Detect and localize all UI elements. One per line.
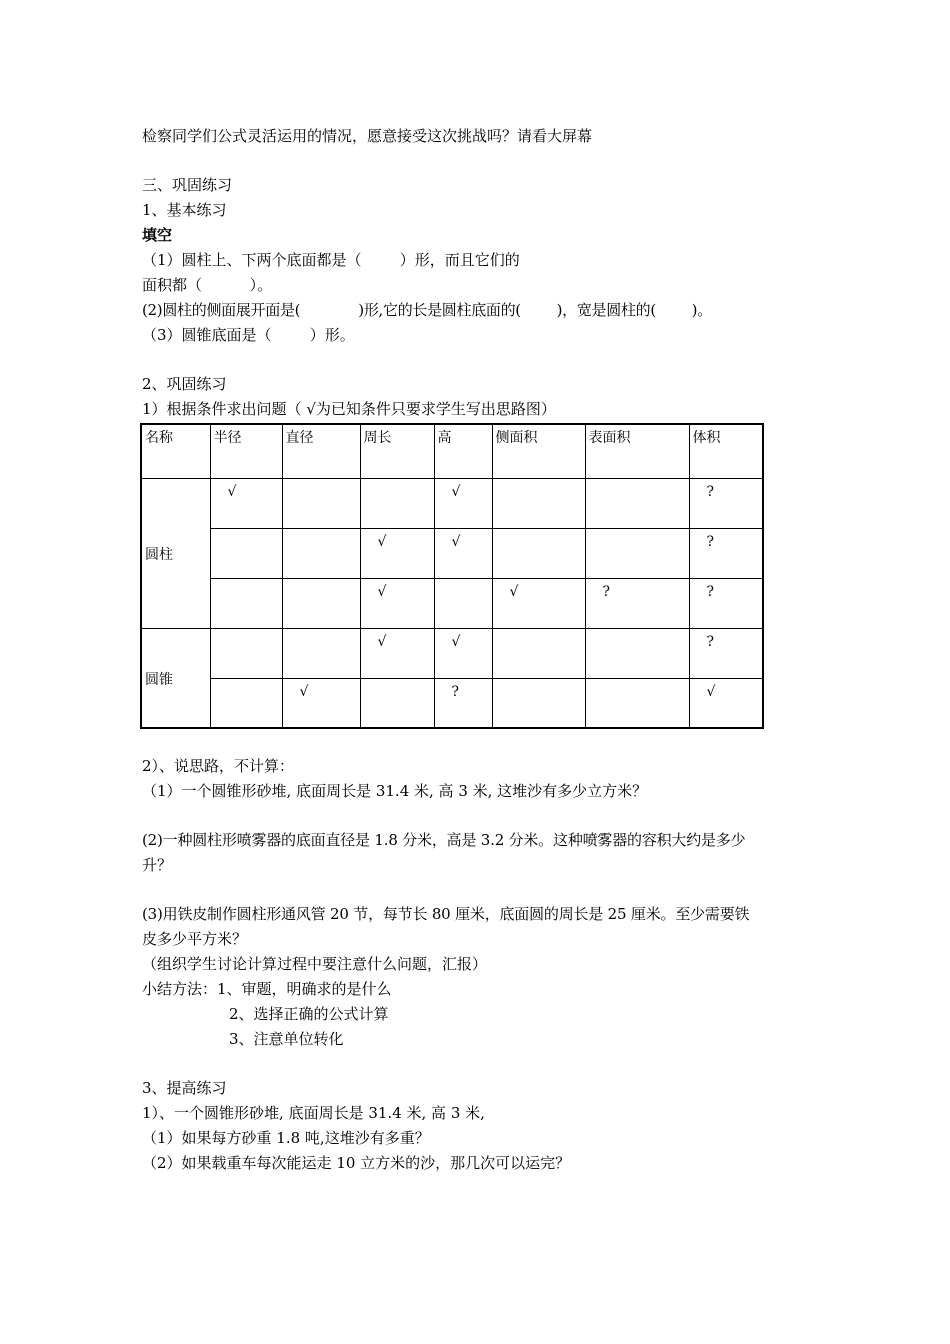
- header-cell: 侧面积: [492, 424, 585, 478]
- advanced-q2: （2）如果载重车每次能运走 10 立方米的沙，那几次可以运完？: [142, 1154, 571, 1172]
- table-cell: ?: [689, 578, 763, 628]
- table-cell: [210, 678, 282, 728]
- table-cell: [434, 578, 492, 628]
- table-row: [141, 578, 763, 628]
- fill-blank-title: 填空: [142, 226, 173, 244]
- header-cell: 周长: [360, 424, 434, 478]
- fill-q3: （3）圆锥底面是（ ）形。: [142, 326, 355, 344]
- header-cell: 表面积: [585, 424, 689, 478]
- header-cell: 高: [434, 424, 492, 478]
- table-cell: √: [360, 578, 434, 628]
- table-cell: √: [210, 478, 282, 528]
- table-cell: [585, 628, 689, 678]
- conditions-table: [140, 423, 764, 729]
- fill-q1-line1: （1）圆柱上、下两个底面都是（ ）形，而且它们的: [142, 251, 520, 269]
- table-cell: [282, 478, 360, 528]
- summary-step-2: 2、选择正确的公式计算: [229, 1005, 389, 1023]
- discussion-note: （组织学生讨论计算过程中要注意什么问题，汇报）: [142, 955, 488, 973]
- fill-q2: (2)圆柱的侧面展开面是( )形,它的长是圆柱底面的( )，宽是圆柱的( )。: [142, 301, 712, 319]
- advanced-title: 3、提高练习: [142, 1079, 227, 1097]
- problem-3-line2: 皮多少平方米？: [142, 930, 248, 948]
- table-cell: [585, 528, 689, 578]
- table-cell: [210, 528, 282, 578]
- problem-2-line2: 升？: [142, 856, 173, 874]
- table-cell: [492, 478, 585, 528]
- header-cell: 直径: [282, 424, 360, 478]
- table-cell: [492, 628, 585, 678]
- advanced-q1: （1）如果每方砂重 1.8 吨,这堆沙有多重？: [142, 1129, 430, 1147]
- header-cell: 体积: [689, 424, 763, 478]
- header-cell: 半径: [210, 424, 282, 478]
- table-instruction: 1）根据条件求出问题（ √为已知条件只要求学生写出思路图）: [142, 400, 556, 418]
- problem-2-line1: (2)一种圆柱形喷雾器的底面直径是 1.8 分米，高是 3.2 分米。这种喷雾器的容积大约是多少: [142, 831, 746, 849]
- document-page: [142, 124, 822, 1176]
- table-row: [141, 478, 763, 528]
- table-cell: √: [360, 528, 434, 578]
- fill-q1-line2: 面积都（ ）。: [142, 276, 273, 294]
- summary-step-1: 小结方法：1、审题，明确求的是什么: [142, 980, 392, 998]
- table-cell: √: [282, 678, 360, 728]
- table-cell: ?: [585, 578, 689, 628]
- table-cell: √: [434, 528, 492, 578]
- table-cell: [360, 478, 434, 528]
- table-row: [141, 528, 763, 578]
- table-row: [141, 628, 763, 678]
- header-cell: 名称: [141, 424, 210, 478]
- table-cell: [492, 678, 585, 728]
- section3-title: 三、巩固练习: [142, 176, 233, 194]
- table-cell: ?: [689, 528, 763, 578]
- problem-3-line1: (3)用铁皮制作圆柱形通风管 20 节，每节长 80 厘米，底面圆的周长是 25 厘米。至少需要铁: [142, 905, 750, 923]
- table-cell: [492, 528, 585, 578]
- table-cell: √: [689, 678, 763, 728]
- table-row: [141, 678, 763, 728]
- table-cell: ?: [689, 628, 763, 678]
- consolidate-title: 2、巩固练习: [142, 375, 227, 393]
- basic-practice-title: 1、基本练习: [142, 201, 227, 219]
- reasoning-title: 2）、说思路，不计算：: [142, 757, 295, 775]
- table-cell: [282, 528, 360, 578]
- table-header-row: [141, 424, 763, 478]
- advanced-question: 1）、一个圆锥形砂堆, 底面周长是 31.4 米, 高 3 米,: [142, 1104, 485, 1122]
- table-cell: [282, 628, 360, 678]
- table-cell: [585, 478, 689, 528]
- table-cell: √: [434, 478, 492, 528]
- intro-text: 检察同学们公式灵活运用的情况，愿意接受这次挑战吗？请看大屏幕: [142, 127, 593, 145]
- table-cell: [360, 678, 434, 728]
- cone-label: 圆锥: [141, 628, 210, 728]
- table-cell: ?: [689, 478, 763, 528]
- table-cell: [210, 578, 282, 628]
- table-cell: √: [434, 628, 492, 678]
- table-cell: [585, 678, 689, 728]
- table-cell: [210, 628, 282, 678]
- table-cell: √: [360, 628, 434, 678]
- summary-step-3: 3、注意单位转化: [229, 1030, 344, 1048]
- problem-1: （1）一个圆锥形砂堆, 底面周长是 31.4 米, 高 3 米, 这堆沙有多少立方米？: [142, 782, 648, 800]
- table-cell: ?: [434, 678, 492, 728]
- cylinder-label: 圆柱: [141, 478, 210, 628]
- table-cell: [282, 578, 360, 628]
- table-cell: √: [492, 578, 585, 628]
